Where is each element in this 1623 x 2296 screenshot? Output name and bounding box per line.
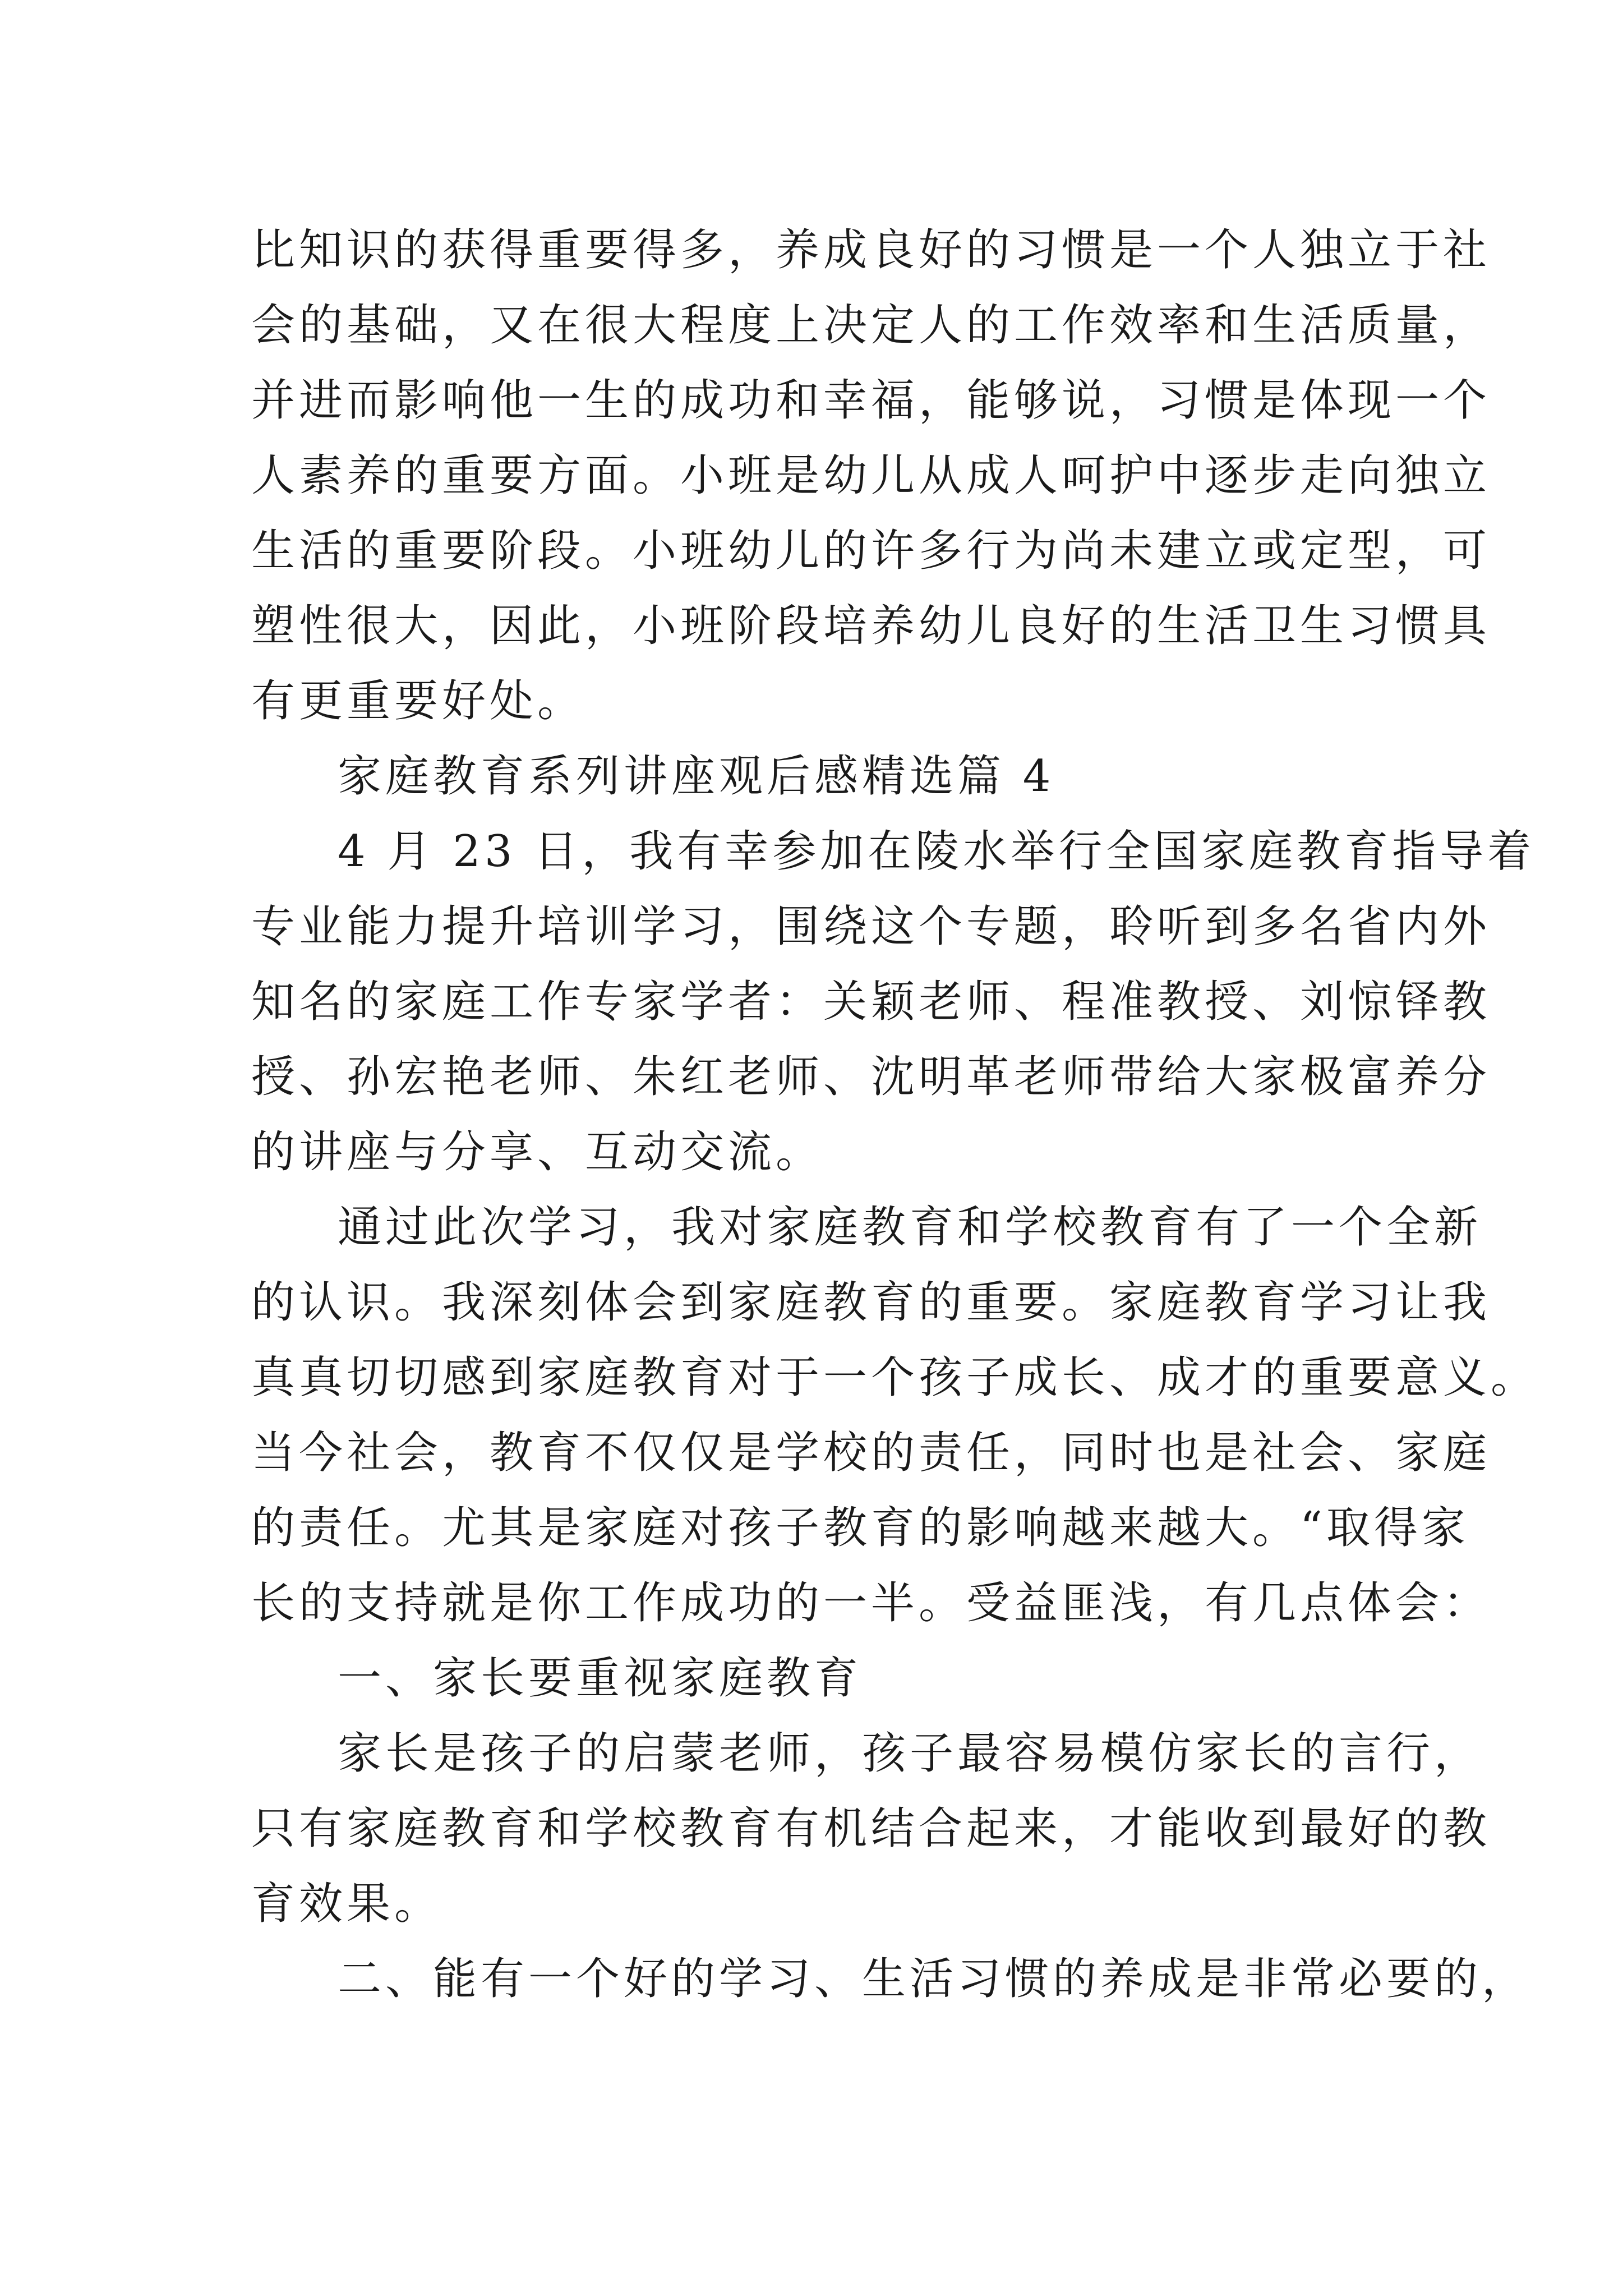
body-text-line: 只有家庭教育和学校教育有机结合起来，才能收到最好的教 (251, 1803, 1491, 1854)
body-text-line: 真真切切感到家庭教育对于一个孩子成长、成才的重要意义。 (251, 1352, 1539, 1403)
body-text-line: 比知识的获得重要得多，养成良好的习惯是一个人独立于社 (251, 225, 1491, 275)
body-text-line: 生活的重要阶段。小班幼儿的许多行为尚未建立或定型，可 (251, 526, 1491, 576)
body-text-line: 当今社会，教育不仅仅是学校的责任，同时也是社会、家庭 (251, 1428, 1491, 1478)
body-text-line: 授、孙宏艳老师、朱红老师、沈明革老师带给大家极富养分 (251, 1052, 1491, 1102)
body-text-line: 的讲座与分享、互动交流。 (251, 1127, 824, 1177)
body-text-line: 的认识。我深刻体会到家庭教育的重要。家庭教育学习让我 (251, 1277, 1491, 1328)
body-text-line: 家长是孩子的启蒙老师，孩子最容易模仿家长的言行， (338, 1728, 1482, 1779)
body-text-line: 育效果。 (251, 1879, 442, 1929)
body-text-line: 塑性很大，因此，小班阶段培养幼儿良好的生活卫生习惯具 (251, 601, 1491, 651)
subheading: 一、家长要重视家庭教育 (338, 1653, 863, 1704)
body-text-line: 4 月 23 日，我有幸参加在陵水举行全国家庭教育指导着 (338, 826, 1536, 877)
body-text-line: 通过此次学习，我对家庭教育和学校教育有了一个全新 (338, 1202, 1482, 1253)
body-text-line: 知名的家庭工作专家学者：关颖老师、程准教授、刘惊铎教 (251, 977, 1491, 1027)
body-text-line: 的责任。尤其是家庭对孩子教育的影响越来越大。“取得家 (251, 1503, 1469, 1553)
section-heading: 家庭教育系列讲座观后感精选篇 4 (338, 751, 1055, 802)
body-text-line: 并进而影响他一生的成功和幸福，能够说，习惯是体现一个 (251, 375, 1491, 426)
subheading: 二、能有一个好的学习、生活习惯的养成是非常必要的， (338, 1954, 1530, 2004)
body-text-line: 长的支持就是你工作成功的一半。受益匪浅，有几点体会： (251, 1578, 1491, 1628)
body-text-line: 专业能力提升培训学习，围绕这个专题，聆听到多名省内外 (251, 901, 1491, 952)
body-text-line: 有更重要好处。 (251, 676, 585, 726)
body-text-line: 人素养的重要方面。小班是幼儿从成人呵护中逐步走向独立 (251, 450, 1491, 501)
body-text-line: 会的基础，又在很大程度上决定人的工作效率和生活质量， (251, 300, 1491, 351)
